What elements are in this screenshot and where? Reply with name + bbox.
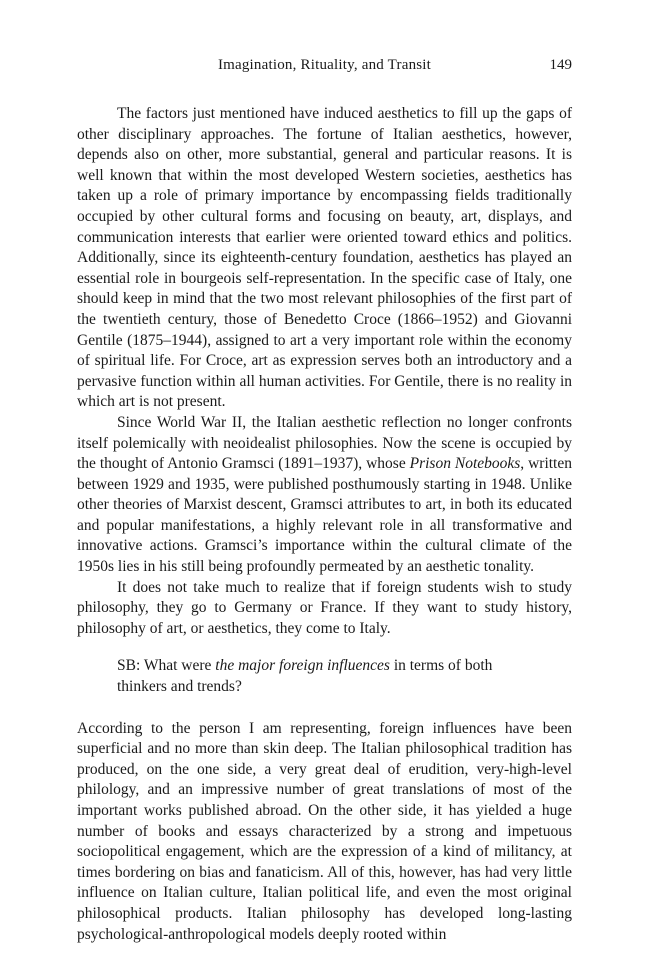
- question-text: in terms of both thinkers and trends?: [117, 657, 493, 696]
- answer-paragraph: According to the person I am representing, foreign influences have been superficial and no more than skin deep. The Italian philosophical tradition has produced, on the one side, a very great deal of erudition, very-high-level philology, and an impressive number of great translations of most of the important works published abroad. On the other side, it has yielded a huge number of books and essays characterized by a strong and impetuous sociopolitical engagement, which are the expression of a kind of militancy, at times bordering on bias and fanaticism. All of this, however, has had very little influence on Italian culture, Italian political life, and even the most original philosophical products. Italian philosophy has developed long-lasting psychological-anthropological models deeply rooted within: [77, 719, 572, 943]
- book-title: Prison Notebooks: [409, 455, 521, 473]
- interview-question: [77, 656, 572, 697]
- page-number: 149: [549, 57, 572, 73]
- running-title: Imagination, Rituality, and Transit: [217, 57, 432, 73]
- question-emphasis: the major foreign influences: [215, 657, 390, 675]
- paragraph-gramsci: [77, 413, 572, 578]
- paragraph-text: , written between 1929 and 1935, were published posthumously starting in 1948. Unlike other theories of Marxist descent, Gramsci attributes to art, in both its educated and popular manifestations, a highly relevant role in all transformative and innovative actions. Gramsci’s importance within the cultural climate of the 1950s lies in his still being profoundly permeated by an aesthetic tonality.: [77, 455, 572, 576]
- question-text: SB: What were: [117, 657, 216, 675]
- body-text: [77, 104, 572, 945]
- running-head: [77, 57, 572, 79]
- paragraph-text: Since World War II, the Italian aesthetic reflection no longer confronts itself polemically with neoidealist philosophies. Now the scene is occupied by the thought of Antonio Gramsci (1891–1937), whose: [77, 413, 572, 473]
- paragraph-foreign-students: It does not take much to realize that if foreign students wish to study philosophy, they go to Germany or France. If they want to study history, philosophy of art, or aesthetics, they come to Italy.: [77, 578, 572, 637]
- paragraph-aesthetics-fortune: The factors just mentioned have induced aesthetics to fill up the gaps of other disciplinary approaches. The fortune of Italian aesthetics, however, depends also on other, more substantial, general and particular reasons. It is well known that within the most developed Western societies, aesthetics has taken up a role of primary importance by encompassing fields traditionally occupied by other cultural forms and focusing on beauty, art, displays, and communication interests that earlier were oriented toward ethics and politics. Additionally, since its eighteenth-century foundation, aesthetics has played an essential role in bourgeois self-representation. In the specific case of Italy, one should keep in mind that the two most relevant philosophies of the first part of the twentieth century, those of Benedetto Croce (1866–1952) and Giovanni Gentile (1875–1944), assigned to art a very important role within the economy of spiritual life. For Croce, art as expression serves both an introductory and a pervasive function within all human activities. For Gentile, there is no reality in which art is not present.: [77, 105, 572, 411]
